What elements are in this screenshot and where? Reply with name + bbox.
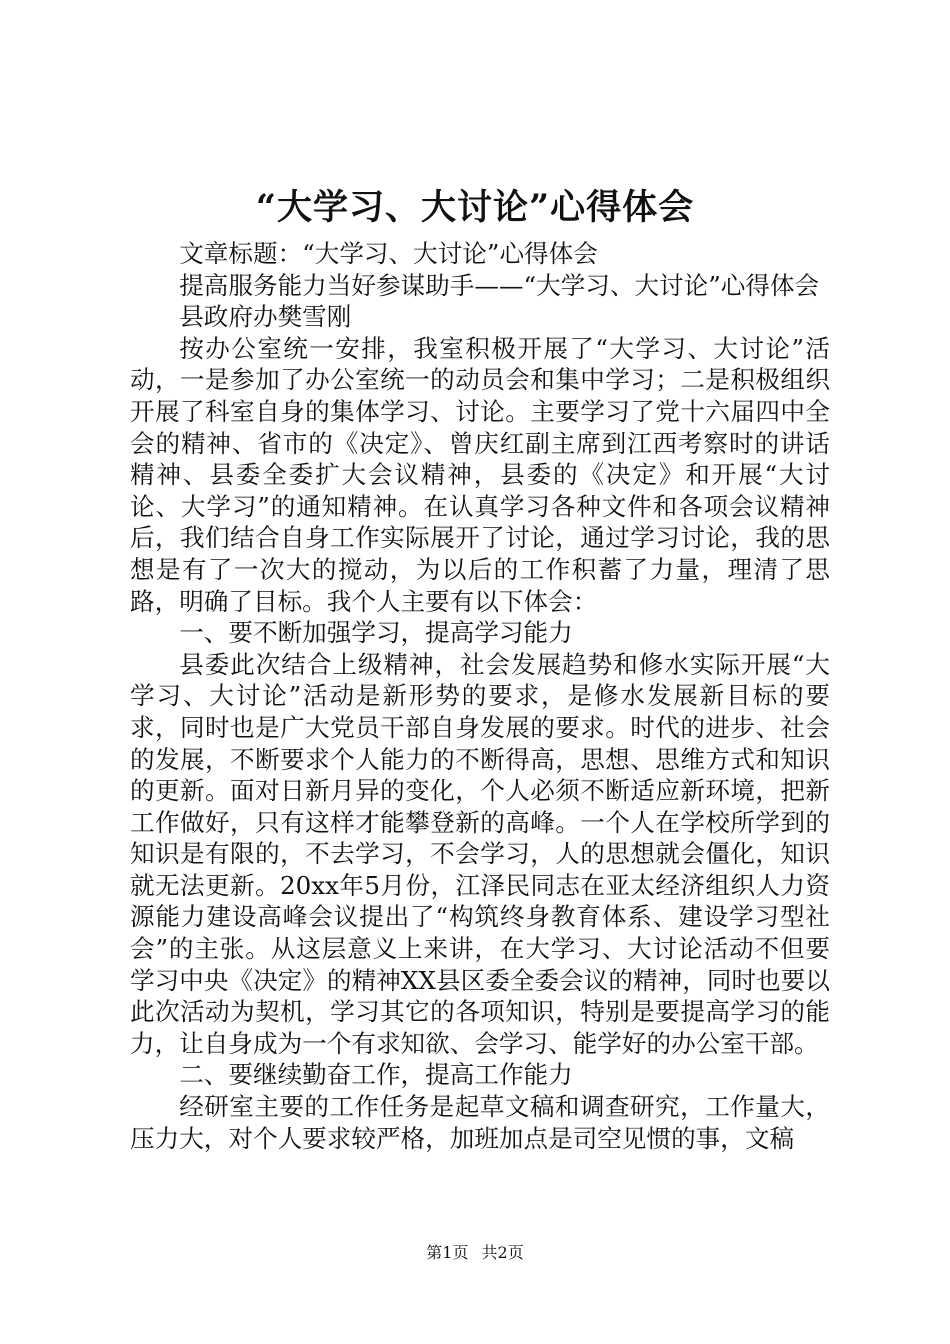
- article-title-line: 文章标题：“大学习、大讨论”心得体会: [179, 239, 598, 268]
- document-title: “大学习、大讨论”心得体会: [255, 187, 695, 228]
- page-current: 第1页: [426, 1243, 469, 1262]
- section-heading: 二、要继续勤奋工作，提高工作能力: [179, 1060, 573, 1090]
- section-heading: 一、要不断加强学习，提高学习能力: [179, 618, 573, 648]
- author-line: 县政府办樊雪刚: [179, 302, 352, 332]
- body-paragraph: 县委此次结合上级精神，社会发展趋势和修水实际开展“大学习、大讨论”活动是新形势的要求，是修水发展新目标的要求，同时也是广大党员干部自身发展的要求。时代的进步、社会的发展，不断要求个人能力的不断得高，思想、思维方式和知识的更新。面对日新月异的变化，个人必须不断适应新环境，把新工作做好，只有这样才能攀登新的高峰。一个人在学校所学到的知识是有限的，不去学习，不会学习，人的思想就会僵化，知识就无法更新。20xx年5月份，江泽民同志在亚太经济组织人力资源能力建设高峰会议提出了“构筑终身教育体系、建设学习型社会”的主张。从这层意义上来讲，在大学习、大讨论活动不但要学习中央《决定》的精神XX县区委全委会议的精神，同时也要以此次活动为契机，学习其它的各项知识，特别是要提高学习的能力，让自身成为一个有求知欲、会学习、能学好的办公室干部。: [130, 649, 830, 1058]
- body-paragraph: 按办公室统一安排，我室积极开展了“大学习、大讨论”活动，一是参加了办公室统一的动员会和集中学习；二是积极组织开展了科室自身的集体学习、讨论。主要学习了党十六届四中全会的精神、省市的《决定》、曾庆红副主席到江西考察时的讲话精神、县委全委扩大会议精神，县委的《决定》和开展“大讨论、大学习”的通知精神。在认真学习各种文件和各项会议精神后，我们结合自身工作实际展开了讨论，通过学习讨论，我的思想是有了一次大的搅动，为以后的工作积蓄了力量，理清了思路，明确了目标。我个人主要有以下体会：: [130, 333, 830, 616]
- page-total: 共2页: [481, 1243, 524, 1262]
- body-paragraph: 经研室主要的工作任务是起草文稿和调查研究，工作量大，压力大，对个人要求较严格，加班加点是司空见惯的事，文稿: [130, 1092, 830, 1153]
- document-body: [130, 238, 830, 1154]
- page-footer: [0, 1241, 950, 1265]
- subtitle-line: 提高服务能力当好参谋助手——“大学习、大讨论”心得体会: [179, 270, 820, 300]
